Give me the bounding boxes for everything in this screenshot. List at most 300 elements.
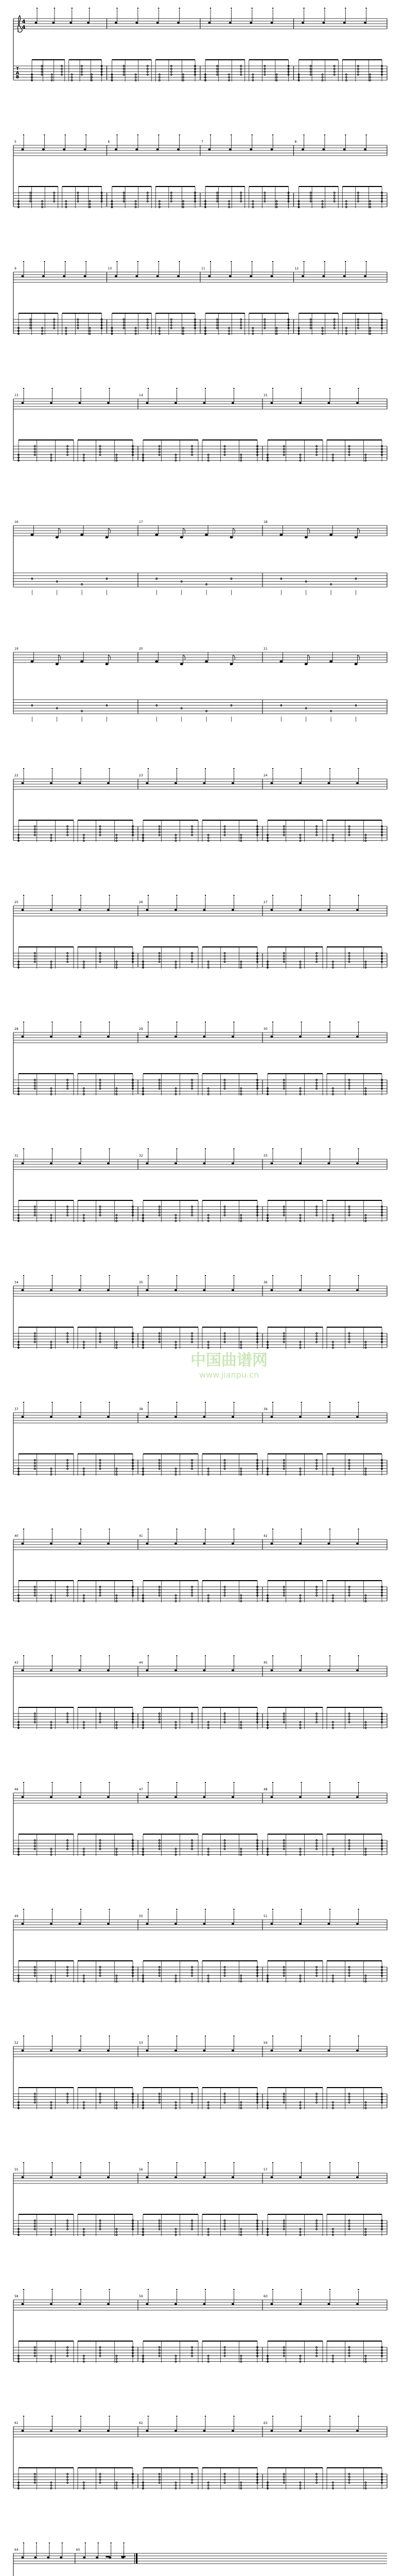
tab-digit: 0 xyxy=(174,1723,177,1727)
tab-digit: 0 xyxy=(283,1208,285,1212)
tab-digit: 0 xyxy=(99,1591,101,1595)
tab-digit: 0 xyxy=(122,194,125,198)
tab-digit: 0 xyxy=(299,1980,302,1984)
tab-digit: 0 xyxy=(380,1715,383,1719)
tab-digit: 0 xyxy=(115,2101,118,2105)
tab-digit: 0 xyxy=(299,1974,302,1978)
tab-digit: 0 xyxy=(331,836,334,840)
tab-digit: 0 xyxy=(207,1093,209,1096)
tab-digit: 0 xyxy=(321,329,324,333)
tab-digit: 0 xyxy=(142,2101,145,2105)
tab-digit: 0 xyxy=(53,318,56,322)
tab-digit: 0 xyxy=(66,2476,69,2479)
tab-digit: 0 xyxy=(264,64,266,69)
tab-digit: 0 xyxy=(131,2092,134,2096)
tab-digit: 0 xyxy=(283,1459,285,1463)
tab-digit: 0 xyxy=(256,828,259,832)
dot xyxy=(179,261,180,262)
tab-digit: 0 xyxy=(33,1712,36,1716)
tab-digit: 0 xyxy=(41,67,43,71)
tab-digit: 0 xyxy=(99,1585,101,1589)
tab-digit: 0 xyxy=(321,327,324,330)
dot xyxy=(329,895,330,896)
dot xyxy=(148,388,149,389)
tab-digit: 0 xyxy=(256,2092,259,2096)
tab-digit: 0 xyxy=(207,2104,209,2108)
note-head xyxy=(78,2049,81,2052)
tab-digit: 0 xyxy=(82,963,85,967)
tab-digit: 0 xyxy=(30,73,33,77)
note-head xyxy=(203,1669,205,1671)
tab-digit: 0 xyxy=(364,1216,367,1221)
dot xyxy=(205,2162,206,2163)
note-head xyxy=(174,1669,177,1671)
note-head xyxy=(356,909,359,911)
note-head xyxy=(115,22,117,24)
tab-digit: 0 xyxy=(33,445,36,449)
tab-digit: 0 xyxy=(216,67,219,71)
tab-digit: 0 xyxy=(380,1585,383,1589)
dot xyxy=(272,1275,273,1276)
dot xyxy=(110,2543,111,2544)
tab-digit: 0 xyxy=(131,1335,134,1338)
tab-digit: 0 xyxy=(30,79,33,82)
tab-digit: 0 xyxy=(256,2219,259,2223)
tab-digit: 0 xyxy=(348,2481,351,2485)
note-head xyxy=(356,1796,359,1798)
tab-digit: 0 xyxy=(333,191,336,195)
tab-digit: 0 xyxy=(316,1211,318,1215)
tab-digit: 0 xyxy=(256,2346,259,2350)
note-head xyxy=(270,1036,273,1038)
tab-digit: 0 xyxy=(309,321,312,325)
tab-digit: 0 xyxy=(115,1597,118,1601)
tab-digit: 0 xyxy=(275,332,278,336)
tab-digit: 0 xyxy=(174,2107,177,2110)
tab-digit: 0 xyxy=(17,1850,20,1854)
tab-digit: 0 xyxy=(357,70,359,74)
tab-digit: 0 xyxy=(50,1721,52,1724)
tab-digit: 0 xyxy=(80,64,83,69)
tab-digit: 0 xyxy=(266,1090,269,1094)
note-head xyxy=(50,1416,52,1418)
tab-digit: 0 xyxy=(174,2484,177,2488)
tab-digit: 0 xyxy=(66,1721,69,1724)
tab-digit: 0 xyxy=(364,1470,367,1474)
tab-digit: 0 xyxy=(348,1208,351,1212)
tab-digit: 0 xyxy=(207,1848,209,1851)
tab-digit: 0 xyxy=(266,1594,269,1598)
system xyxy=(13,2289,387,2364)
dot xyxy=(123,2543,124,2544)
note-head xyxy=(299,402,302,404)
tab-digit: 0 xyxy=(331,1214,334,1217)
tab-digit: 0 xyxy=(256,1839,259,1843)
note-head xyxy=(356,1289,359,1291)
tab-digit: 0 xyxy=(216,70,219,74)
tab-digit: 0 xyxy=(66,1211,69,1215)
tab-digit: 0 xyxy=(82,2357,85,2361)
tab-digit: 0 xyxy=(331,1346,334,1350)
dot xyxy=(51,1022,52,1023)
tab-digit: 0 xyxy=(174,839,177,843)
tab-digit: 0 xyxy=(299,1977,302,1981)
tab-digit: 0 xyxy=(299,1600,302,1603)
note-head xyxy=(270,1796,273,1798)
tab-digit: 0 xyxy=(348,1594,351,1598)
tab-digit: 0 xyxy=(50,1853,52,1857)
tab-digit: 0 xyxy=(299,2230,302,2234)
note-head xyxy=(322,275,325,277)
tab-digit: 0 xyxy=(316,1459,318,1463)
tab-digit: 0 xyxy=(240,1214,242,1217)
tab-digit: 0 xyxy=(283,957,285,961)
tab-digit: 0 xyxy=(131,1462,134,1465)
tab-digit: 0 xyxy=(230,577,233,581)
tab-digit: 0 xyxy=(316,2092,318,2096)
tab-digit: 0 xyxy=(348,1974,351,1978)
tab-digit: 0 xyxy=(283,2481,285,2485)
tab-digit: 0 xyxy=(380,825,383,829)
tab-digit: 0 xyxy=(142,1723,145,1727)
tab-digit: 0 xyxy=(158,2354,161,2358)
tab-digit: 0 xyxy=(99,2478,101,2482)
tab-digit: 0 xyxy=(17,2230,20,2234)
tab-digit: 0 xyxy=(240,2481,242,2485)
tab-digit: 0 xyxy=(142,459,145,463)
note-head xyxy=(250,22,252,24)
dot xyxy=(358,2162,359,2163)
tab-digit: 0 xyxy=(316,1208,318,1212)
tab-digit: 0 xyxy=(223,2101,226,2105)
tab-digit: 0 xyxy=(111,327,113,330)
dot xyxy=(23,1782,24,1783)
tab-digit: 0 xyxy=(134,200,137,204)
tab-digit: 0 xyxy=(223,1337,226,1342)
tab-digit: 0 xyxy=(33,2225,36,2229)
tab-digit: 0 xyxy=(228,202,231,207)
tab-digit: 0 xyxy=(207,1977,209,1981)
tab-digit: 0 xyxy=(134,73,137,77)
tab-digit: 0 xyxy=(280,704,283,708)
tab-digit: 0 xyxy=(17,2357,20,2361)
tab-digit: 0 xyxy=(77,191,79,195)
tab-digit: 0 xyxy=(33,1208,36,1212)
tab-digit: 0 xyxy=(50,1594,52,1598)
tab-digit: 0 xyxy=(33,2472,36,2477)
tab-digit: 0 xyxy=(174,836,177,840)
note-head xyxy=(232,402,234,404)
note-head xyxy=(21,2556,24,2558)
measure-number: 34 xyxy=(14,1281,19,1284)
tab-digit: 0 xyxy=(131,1842,134,1845)
tab-digit: 0 xyxy=(256,1844,259,1849)
tab-digit: 0 xyxy=(240,2101,242,2105)
tab-digit: 0 xyxy=(348,1971,351,1975)
tab-digit: 0 xyxy=(348,831,351,835)
tab-digit: 0 xyxy=(256,1591,259,1595)
tab-digit: 0 xyxy=(33,1839,36,1843)
tab-digit: 0 xyxy=(99,1462,101,1465)
tab-digit: 0 xyxy=(380,831,383,835)
tab-digit: 0 xyxy=(31,577,33,581)
tab-digit: 0 xyxy=(256,955,259,958)
tab-digit: 0 xyxy=(364,2228,367,2231)
tab-digit: 0 xyxy=(297,73,300,77)
tab-digit: 0 xyxy=(33,952,36,956)
note-head xyxy=(327,2176,330,2178)
tab-digit: 0 xyxy=(99,2351,101,2355)
tab-digit: 0 xyxy=(256,1464,259,1468)
tab-digit: 0 xyxy=(297,76,300,80)
note-head xyxy=(84,275,86,277)
tab-digit: 0 xyxy=(287,191,290,195)
tab-digit: 0 xyxy=(331,1343,334,1347)
tab-digit: 0 xyxy=(331,1090,334,1094)
dot xyxy=(324,261,325,262)
tab-digit: 0 xyxy=(174,1467,177,1471)
tab-digit: 0 xyxy=(283,2101,285,2105)
tab-digit: 0 xyxy=(331,966,334,970)
tab-digit: 0 xyxy=(142,966,145,970)
tab-digit: 0 xyxy=(348,2349,351,2352)
tab-digit: 0 xyxy=(223,1084,226,1088)
tab-digit: 0 xyxy=(41,332,44,336)
tab-digit: 0 xyxy=(66,831,69,835)
tab-digit: 0 xyxy=(66,1087,69,1091)
dot xyxy=(51,2036,52,2037)
tab-digit: 0 xyxy=(191,1842,194,1845)
note-head xyxy=(232,1416,234,1418)
tab-digit: 0 xyxy=(33,1594,36,1598)
tab-digit: 0 xyxy=(216,73,219,77)
dot xyxy=(301,768,302,769)
tab-digit: 0 xyxy=(122,70,125,74)
tab-digit: 0 xyxy=(71,79,73,82)
tab-digit: 0 xyxy=(50,2484,52,2488)
tab-digit: 0 xyxy=(223,1848,226,1851)
tab-digit: 0 xyxy=(82,1216,85,1221)
tab-digit: 0 xyxy=(182,202,185,207)
dot xyxy=(272,2036,273,2037)
tab-digit: 0 xyxy=(115,459,118,463)
dot xyxy=(89,8,90,9)
tab-digit: 0 xyxy=(348,1591,351,1595)
tab-digit: 0 xyxy=(283,2095,285,2099)
tab-digit: 0 xyxy=(158,2092,161,2096)
tab-digit: 0 xyxy=(194,73,197,77)
tab-digit: 0 xyxy=(89,206,91,209)
tab-digit: 0 xyxy=(348,1078,351,1082)
note-head xyxy=(355,536,358,538)
tab-digit: 0 xyxy=(191,1214,194,1217)
dot xyxy=(148,1402,149,1403)
tab-digit: 0 xyxy=(240,1467,242,1471)
tab-digit: 0 xyxy=(380,828,383,832)
tab-digit: 0 xyxy=(316,1467,318,1471)
tab-digit: 0 xyxy=(17,1087,20,1091)
tab-digit: 0 xyxy=(266,1470,269,1474)
tab-digit: 0 xyxy=(131,2478,134,2482)
tab-digit: 0 xyxy=(174,834,177,837)
tab-digit: 0 xyxy=(380,952,383,956)
tab-digit: 0 xyxy=(191,2346,194,2350)
tab-digit: 0 xyxy=(174,1974,177,1978)
tab-digit: 0 xyxy=(283,1712,285,1716)
tab-digit: 0 xyxy=(207,2481,209,2485)
tab-digit: 0 xyxy=(283,1839,285,1843)
tab-digit: 0 xyxy=(345,79,347,82)
tab-digit: 0 xyxy=(158,1971,161,1975)
note-head xyxy=(80,534,83,536)
tab-digit: 0 xyxy=(240,2487,242,2490)
tab-digit: 0 xyxy=(99,2472,101,2477)
tab-digit: 0 xyxy=(369,76,372,80)
tab-digit: 0 xyxy=(158,329,161,333)
note-head xyxy=(146,782,148,784)
tab-digit: 0 xyxy=(99,1712,101,1716)
tab-digit: 0 xyxy=(182,76,185,80)
tab-digit: 0 xyxy=(158,1211,161,1215)
tab-digit: 0 xyxy=(223,1332,226,1336)
tab-digit: 0 xyxy=(115,1090,118,1094)
tab-digit: 0 xyxy=(264,73,266,77)
dot xyxy=(49,2543,50,2544)
tab-digit: 0 xyxy=(369,73,372,77)
note-head xyxy=(56,536,59,538)
note-head xyxy=(50,1923,52,1925)
tab-digit: 0 xyxy=(283,1715,285,1719)
tab-digit: 0 xyxy=(331,1087,334,1091)
tab-digit: 0 xyxy=(191,2225,194,2229)
measure-number: 36 xyxy=(264,1281,268,1284)
tab-digit: 0 xyxy=(82,1848,85,1851)
tab-digit: 0 xyxy=(207,1214,209,1217)
tab-digit: 0 xyxy=(348,960,351,964)
tab-digit: 0 xyxy=(82,960,85,964)
tab-digit: 0 xyxy=(142,1214,145,1217)
tab-digit: 0 xyxy=(380,1721,383,1724)
tab-digit: 0 xyxy=(111,76,113,80)
tab-digit: 0 xyxy=(283,1078,285,1082)
note-head xyxy=(356,1923,359,1925)
dot xyxy=(176,1148,177,1149)
dot xyxy=(23,1909,24,1910)
tab-digit: 0 xyxy=(158,2222,161,2226)
tab-digit: 0 xyxy=(99,448,101,451)
tab-digit: 0 xyxy=(256,2101,259,2105)
tab-digit: 0 xyxy=(33,1214,36,1217)
tab-digit: 0 xyxy=(170,194,172,198)
tab-digit: 0 xyxy=(331,1974,334,1978)
tab-digit: 0 xyxy=(191,1721,194,1724)
tab-digit: 0 xyxy=(305,580,307,584)
tab-digit: 0 xyxy=(111,200,113,204)
dot xyxy=(65,134,66,135)
tab-digit: 0 xyxy=(82,834,85,837)
tab-digit: 0 xyxy=(180,580,183,584)
tab-digit: 0 xyxy=(309,191,312,195)
tab-digit: 0 xyxy=(99,2476,101,2479)
tab-digit: 0 xyxy=(264,194,266,198)
tab-digit: 0 xyxy=(216,191,219,195)
note-head xyxy=(327,402,330,404)
tab-digit: 0 xyxy=(131,453,134,457)
tab-digit: 0 xyxy=(50,2233,52,2237)
dot xyxy=(358,2036,359,2037)
dot xyxy=(176,388,177,389)
tab-digit: 0 xyxy=(348,955,351,958)
dot xyxy=(137,134,138,135)
watermark-url: www.jianpu.cn xyxy=(199,1370,259,1380)
tab-digit: 0 xyxy=(252,73,254,77)
tab-digit: 0 xyxy=(256,1715,259,1719)
tab-digit: 0 xyxy=(299,1214,302,1217)
dot xyxy=(205,2036,206,2037)
measure-number: 53 xyxy=(139,2041,143,2045)
tab-digit: 0 xyxy=(223,1341,226,1344)
tab-digit: 0 xyxy=(256,2222,259,2226)
note-head xyxy=(50,402,52,404)
tab-digit: 0 xyxy=(66,1078,69,1082)
tab-digit: 0 xyxy=(240,1473,242,1477)
tab-digit: 0 xyxy=(33,2101,36,2105)
tab-digit: 0 xyxy=(33,2351,36,2355)
tab-digit: 0 xyxy=(240,2104,242,2108)
note-head xyxy=(232,2176,234,2178)
note-head xyxy=(203,2176,205,2178)
tab-digit: 0 xyxy=(158,1721,161,1724)
measure-number: 60 xyxy=(264,2295,268,2298)
tab-digit: 0 xyxy=(71,76,73,80)
tab-digit: 0 xyxy=(266,2228,269,2231)
tab-digit: 0 xyxy=(207,2228,209,2231)
tab-digit: 0 xyxy=(174,1470,177,1474)
tab-digit: 0 xyxy=(223,1464,226,1468)
tab-digit: 0 xyxy=(240,2360,242,2364)
tab-digit: 0 xyxy=(174,1600,177,1603)
tab-digit: 0 xyxy=(174,1721,177,1724)
note-head xyxy=(230,536,233,538)
note-head xyxy=(34,2556,37,2558)
tab-digit: 0 xyxy=(50,834,52,837)
tab-digit: 0 xyxy=(316,957,318,961)
tab-digit: 0 xyxy=(331,2354,334,2358)
tab-digit: 0 xyxy=(256,2349,259,2352)
tab-digit: 0 xyxy=(122,73,125,77)
tab-digit: 0 xyxy=(364,1093,367,1096)
dot xyxy=(272,1782,273,1783)
tab-digit: 0 xyxy=(158,1974,161,1978)
tab-digit: 0 xyxy=(174,1726,177,1730)
tab-digit: 0 xyxy=(316,1337,318,1342)
tab-digit: 0 xyxy=(82,1853,85,1857)
note-head xyxy=(327,1543,330,1545)
tab-digit: 0 xyxy=(99,1969,101,1972)
tab-digit: 0 xyxy=(283,2225,285,2229)
tab-digit: 0 xyxy=(99,2222,101,2226)
tab-digit: 0 xyxy=(174,2101,177,2105)
dot xyxy=(301,2036,302,2037)
tab-digit: 0 xyxy=(33,1211,36,1215)
tab-digit: 0 xyxy=(230,704,233,708)
tab-digit: 0 xyxy=(99,1459,101,1463)
note-head xyxy=(78,2430,81,2432)
dot xyxy=(51,2289,52,2290)
tab-digit: 0 xyxy=(33,2219,36,2223)
tab-digit: 0 xyxy=(357,327,359,330)
tab-digit: 0 xyxy=(100,70,103,74)
